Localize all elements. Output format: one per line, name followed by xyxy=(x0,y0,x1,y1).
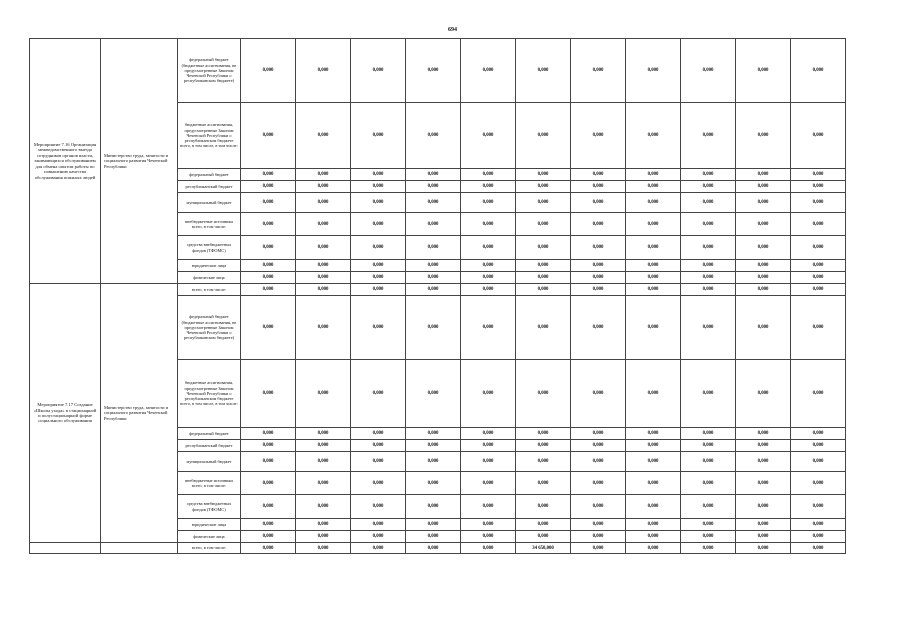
amount-cell: 0,000 xyxy=(296,440,351,452)
amount-cell: 0,000 xyxy=(681,193,736,213)
amount-cell: 0,000 xyxy=(736,284,791,296)
amount-cell: 0,000 xyxy=(406,103,461,169)
amount-cell: 0,000 xyxy=(626,236,681,260)
amount-cell: 0,000 xyxy=(461,39,516,103)
amount-cell: 0,000 xyxy=(571,39,626,103)
amount-cell: 0,000 xyxy=(516,428,571,440)
amount-cell: 0,000 xyxy=(241,543,296,554)
amount-cell: 0,000 xyxy=(736,495,791,519)
amount-cell: 0,000 xyxy=(351,260,406,272)
page-number: 694 xyxy=(448,27,457,33)
amount-cell: 0,000 xyxy=(736,360,791,428)
amount-cell: 0,000 xyxy=(351,296,406,360)
funding-source-cell: всего, в том числе: xyxy=(178,284,241,296)
amount-cell: 0,000 xyxy=(461,181,516,193)
amount-cell: 0,000 xyxy=(516,296,571,360)
amount-cell: 0,000 xyxy=(626,39,681,103)
amount-cell: 0,000 xyxy=(681,519,736,531)
amount-cell: 0,000 xyxy=(296,360,351,428)
amount-cell: 0,000 xyxy=(791,260,846,272)
amount-cell: 0,000 xyxy=(516,472,571,495)
amount-cell: 0,000 xyxy=(351,169,406,181)
amount-cell: 0,000 xyxy=(351,181,406,193)
amount-cell: 0,000 xyxy=(736,428,791,440)
amount-cell: 0,000 xyxy=(461,519,516,531)
amount-cell: 0,000 xyxy=(626,213,681,236)
amount-cell: 0,000 xyxy=(681,169,736,181)
amount-cell: 0,000 xyxy=(791,543,846,554)
amount-cell: 0,000 xyxy=(296,452,351,472)
amount-cell: 0,000 xyxy=(296,519,351,531)
amount-cell: 0,000 xyxy=(406,193,461,213)
amount-cell: 0,000 xyxy=(406,472,461,495)
funding-source-cell: внебюджетные источники всего, в том числе: xyxy=(178,213,241,236)
amount-cell: 0,000 xyxy=(296,236,351,260)
amount-cell: 0,000 xyxy=(516,495,571,519)
funding-source-cell: юридические лица xyxy=(178,260,241,272)
amount-cell: 0,000 xyxy=(296,543,351,554)
amount-cell: 0,000 xyxy=(736,519,791,531)
funding-source-cell: республиканский бюджет xyxy=(178,181,241,193)
amount-cell: 0,000 xyxy=(681,428,736,440)
amount-cell: 0,000 xyxy=(626,531,681,543)
amount-cell: 0,000 xyxy=(296,495,351,519)
amount-cell: 0,000 xyxy=(406,543,461,554)
amount-cell: 0,000 xyxy=(736,260,791,272)
amount-cell: 0,000 xyxy=(241,103,296,169)
funding-source-cell: федеральный бюджет (бюджетные ассигнования, не предусмотренные Законом Чеченской Республики о республиканском бюджете) xyxy=(178,39,241,103)
amount-cell: 0,000 xyxy=(626,181,681,193)
amount-cell: 0,000 xyxy=(461,543,516,554)
funding-source-cell: федеральный бюджет (бюджетные ассигнования, не предусмотренные Законом Чеченской Республики о республиканском бюджете) xyxy=(178,296,241,360)
amount-cell: 0,000 xyxy=(461,260,516,272)
amount-cell: 0,000 xyxy=(516,440,571,452)
amount-cell: 0,000 xyxy=(406,272,461,284)
amount-cell: 0,000 xyxy=(351,440,406,452)
amount-cell: 0,000 xyxy=(571,519,626,531)
funding-source-cell: физические лица xyxy=(178,272,241,284)
amount-cell: 0,000 xyxy=(626,103,681,169)
amount-cell: 0,000 xyxy=(241,519,296,531)
amount-cell: 0,000 xyxy=(516,260,571,272)
amount-cell: 0,000 xyxy=(241,272,296,284)
amount-cell: 0,000 xyxy=(406,495,461,519)
amount-cell: 0,000 xyxy=(461,360,516,428)
amount-cell: 0,000 xyxy=(296,272,351,284)
amount-cell: 0,000 xyxy=(461,213,516,236)
amount-cell: 0,000 xyxy=(461,472,516,495)
amount-cell: 0,000 xyxy=(571,428,626,440)
amount-cell: 0,000 xyxy=(681,272,736,284)
amount-cell: 0,000 xyxy=(241,181,296,193)
amount-cell: 0,000 xyxy=(351,428,406,440)
funding-source-cell: бюджетные ассигнования, предусмотренные Законом Чеченской Республики о республиканском бюджете всего, в том числе, в том числе: xyxy=(178,360,241,428)
amount-cell: 0,000 xyxy=(791,519,846,531)
amount-cell: 0,000 xyxy=(351,452,406,472)
amount-cell: 0,000 xyxy=(296,428,351,440)
table-row xyxy=(30,39,846,103)
amount-cell: 0,000 xyxy=(516,452,571,472)
amount-cell: 0,000 xyxy=(296,181,351,193)
amount-cell: 0,000 xyxy=(296,260,351,272)
amount-cell: 0,000 xyxy=(571,495,626,519)
amount-cell: 0,000 xyxy=(241,440,296,452)
funding-source-cell: бюджетные ассигнования, предусмотренные Законом Чеченской Республики о республиканском бюджете всего, в том числе, в том числе: xyxy=(178,103,241,169)
amount-cell: 0,000 xyxy=(736,236,791,260)
amount-cell: 0,000 xyxy=(241,260,296,272)
amount-cell: 0,000 xyxy=(461,440,516,452)
amount-cell: 0,000 xyxy=(736,181,791,193)
amount-cell: 0,000 xyxy=(516,213,571,236)
funding-source-cell: внебюджетные источники всего, в том числе: xyxy=(178,472,241,495)
amount-cell: 0,000 xyxy=(406,452,461,472)
amount-cell: 0,000 xyxy=(626,472,681,495)
amount-cell: 0,000 xyxy=(461,236,516,260)
amount-cell: 0,000 xyxy=(351,495,406,519)
amount-cell: 0,000 xyxy=(241,531,296,543)
amount-cell: 0,000 xyxy=(791,169,846,181)
amount-cell: 0,000 xyxy=(406,440,461,452)
amount-cell: 0,000 xyxy=(626,284,681,296)
amount-cell: 0,000 xyxy=(681,543,736,554)
amount-cell: 0,000 xyxy=(681,236,736,260)
amount-cell: 0,000 xyxy=(241,39,296,103)
amount-cell: 0,000 xyxy=(791,428,846,440)
amount-cell: 0,000 xyxy=(406,296,461,360)
amount-cell: 0,000 xyxy=(791,360,846,428)
amount-cell: 0,000 xyxy=(571,472,626,495)
amount-cell: 0,000 xyxy=(791,181,846,193)
amount-cell: 0,000 xyxy=(461,452,516,472)
amount-cell: 0,000 xyxy=(736,213,791,236)
amount-cell: 0,000 xyxy=(516,519,571,531)
amount-cell: 0,000 xyxy=(406,39,461,103)
amount-cell: 0,000 xyxy=(406,428,461,440)
funding-source-cell: муниципальный бюджет xyxy=(178,452,241,472)
amount-cell: 0,000 xyxy=(516,284,571,296)
amount-cell: 0,000 xyxy=(516,169,571,181)
amount-cell: 0,000 xyxy=(626,495,681,519)
amount-cell: 0,000 xyxy=(296,531,351,543)
amount-cell: 0,000 xyxy=(516,272,571,284)
amount-cell: 0,000 xyxy=(461,272,516,284)
amount-cell: 0,000 xyxy=(736,543,791,554)
amount-cell: 0,000 xyxy=(571,452,626,472)
amount-cell: 0,000 xyxy=(351,472,406,495)
amount-cell: 0,000 xyxy=(241,495,296,519)
amount-cell: 0,000 xyxy=(791,213,846,236)
amount-cell: 0,000 xyxy=(461,531,516,543)
amount-cell: 0,000 xyxy=(626,452,681,472)
amount-cell: 0,000 xyxy=(571,103,626,169)
amount-cell: 0,000 xyxy=(351,543,406,554)
amount-cell: 0,000 xyxy=(681,181,736,193)
amount-cell: 0,000 xyxy=(351,103,406,169)
amount-cell: 0,000 xyxy=(461,169,516,181)
amount-cell: 0,000 xyxy=(791,531,846,543)
amount-cell: 34 650,000 xyxy=(516,543,571,554)
amount-cell: 0,000 xyxy=(736,272,791,284)
amount-cell: 0,000 xyxy=(681,360,736,428)
amount-cell: 0,000 xyxy=(351,213,406,236)
amount-cell: 0,000 xyxy=(241,169,296,181)
amount-cell: 0,000 xyxy=(351,39,406,103)
amount-cell: 0,000 xyxy=(571,284,626,296)
executor-cell: Министерство труда, занятости и социального развития Чеченской Республики xyxy=(101,284,178,543)
amount-cell: 0,000 xyxy=(406,360,461,428)
amount-cell: 0,000 xyxy=(791,39,846,103)
amount-cell: 0,000 xyxy=(516,360,571,428)
amount-cell: 0,000 xyxy=(571,181,626,193)
amount-cell: 0,000 xyxy=(736,440,791,452)
amount-cell: 0,000 xyxy=(296,169,351,181)
amount-cell: 0,000 xyxy=(791,103,846,169)
amount-cell: 0,000 xyxy=(736,296,791,360)
amount-cell: 0,000 xyxy=(626,193,681,213)
amount-cell: 0,000 xyxy=(461,428,516,440)
amount-cell: 0,000 xyxy=(681,296,736,360)
amount-cell: 0,000 xyxy=(571,531,626,543)
amount-cell: 0,000 xyxy=(571,543,626,554)
amount-cell: 0,000 xyxy=(241,193,296,213)
activity-cell xyxy=(30,543,101,554)
amount-cell: 0,000 xyxy=(626,272,681,284)
amount-cell: 0,000 xyxy=(241,360,296,428)
amount-cell: 0,000 xyxy=(461,296,516,360)
amount-cell: 0,000 xyxy=(241,236,296,260)
amount-cell: 0,000 xyxy=(296,193,351,213)
amount-cell: 0,000 xyxy=(406,284,461,296)
amount-cell: 0,000 xyxy=(791,495,846,519)
amount-cell: 0,000 xyxy=(516,181,571,193)
amount-cell: 0,000 xyxy=(296,284,351,296)
amount-cell: 0,000 xyxy=(241,296,296,360)
amount-cell: 0,000 xyxy=(241,452,296,472)
budget-table xyxy=(29,38,846,554)
amount-cell: 0,000 xyxy=(736,103,791,169)
funding-source-cell: федеральный бюджет xyxy=(178,428,241,440)
amount-cell: 0,000 xyxy=(516,236,571,260)
amount-cell: 0,000 xyxy=(626,440,681,452)
amount-cell: 0,000 xyxy=(736,472,791,495)
table-row xyxy=(30,284,846,296)
executor-cell xyxy=(101,543,178,554)
amount-cell: 0,000 xyxy=(571,440,626,452)
activity-cell: Мероприятие 7.16 Организация межведомственного выезда сотрудников органов власти, занимающихся обслуживанием для обмена опытом работы по повышению качества обслуживания пожилых людей xyxy=(30,39,101,284)
amount-cell: 0,000 xyxy=(571,236,626,260)
amount-cell: 0,000 xyxy=(571,169,626,181)
amount-cell: 0,000 xyxy=(791,452,846,472)
amount-cell: 0,000 xyxy=(681,213,736,236)
amount-cell: 0,000 xyxy=(626,296,681,360)
amount-cell: 0,000 xyxy=(791,472,846,495)
amount-cell: 0,000 xyxy=(681,495,736,519)
amount-cell: 0,000 xyxy=(736,169,791,181)
amount-cell: 0,000 xyxy=(791,236,846,260)
amount-cell: 0,000 xyxy=(406,519,461,531)
amount-cell: 0,000 xyxy=(351,193,406,213)
amount-cell: 0,000 xyxy=(791,193,846,213)
amount-cell: 0,000 xyxy=(406,181,461,193)
amount-cell: 0,000 xyxy=(681,452,736,472)
amount-cell: 0,000 xyxy=(296,213,351,236)
amount-cell: 0,000 xyxy=(406,531,461,543)
amount-cell: 0,000 xyxy=(736,193,791,213)
executor-cell: Министерство труда, занятости и социального развития Чеченской Республики xyxy=(101,39,178,284)
amount-cell: 0,000 xyxy=(461,103,516,169)
amount-cell: 0,000 xyxy=(681,103,736,169)
amount-cell: 0,000 xyxy=(681,39,736,103)
amount-cell: 0,000 xyxy=(791,440,846,452)
amount-cell: 0,000 xyxy=(461,495,516,519)
funding-source-cell: муниципальный бюджет xyxy=(178,193,241,213)
activity-cell: Мероприятие 7.17 Создание «Школы ухода» в стационарной и полустационарной форме социального обслуживания xyxy=(30,284,101,543)
amount-cell: 0,000 xyxy=(351,519,406,531)
amount-cell: 0,000 xyxy=(626,360,681,428)
amount-cell: 0,000 xyxy=(406,260,461,272)
amount-cell: 0,000 xyxy=(241,213,296,236)
amount-cell: 0,000 xyxy=(351,360,406,428)
amount-cell: 0,000 xyxy=(791,296,846,360)
amount-cell: 0,000 xyxy=(736,452,791,472)
amount-cell: 0,000 xyxy=(351,236,406,260)
amount-cell: 0,000 xyxy=(461,284,516,296)
funding-source-cell: республиканский бюджет xyxy=(178,440,241,452)
funding-source-cell: всего, в том числе: xyxy=(178,543,241,554)
amount-cell: 0,000 xyxy=(626,260,681,272)
amount-cell: 0,000 xyxy=(461,193,516,213)
amount-cell: 0,000 xyxy=(571,296,626,360)
amount-cell: 0,000 xyxy=(571,213,626,236)
amount-cell: 0,000 xyxy=(626,169,681,181)
amount-cell: 0,000 xyxy=(406,213,461,236)
amount-cell: 0,000 xyxy=(516,531,571,543)
amount-cell: 0,000 xyxy=(296,296,351,360)
funding-source-cell: юридические лица xyxy=(178,519,241,531)
amount-cell: 0,000 xyxy=(736,39,791,103)
table-row xyxy=(30,543,846,554)
amount-cell: 0,000 xyxy=(681,284,736,296)
amount-cell: 0,000 xyxy=(406,236,461,260)
amount-cell: 0,000 xyxy=(241,284,296,296)
funding-source-cell: средства внебюджетных фондов (ТФОМС) xyxy=(178,236,241,260)
amount-cell: 0,000 xyxy=(296,39,351,103)
amount-cell: 0,000 xyxy=(571,260,626,272)
amount-cell: 0,000 xyxy=(626,543,681,554)
amount-cell: 0,000 xyxy=(681,531,736,543)
amount-cell: 0,000 xyxy=(626,519,681,531)
amount-cell: 0,000 xyxy=(791,272,846,284)
amount-cell: 0,000 xyxy=(296,103,351,169)
amount-cell: 0,000 xyxy=(241,428,296,440)
amount-cell: 0,000 xyxy=(571,193,626,213)
amount-cell: 0,000 xyxy=(791,284,846,296)
amount-cell: 0,000 xyxy=(406,169,461,181)
amount-cell: 0,000 xyxy=(351,531,406,543)
funding-source-cell: физические лица xyxy=(178,531,241,543)
amount-cell: 0,000 xyxy=(351,272,406,284)
amount-cell: 0,000 xyxy=(241,472,296,495)
funding-source-cell: средства внебюджетных фондов (ТФОМС) xyxy=(178,495,241,519)
funding-source-cell: федеральный бюджет xyxy=(178,169,241,181)
amount-cell: 0,000 xyxy=(516,39,571,103)
amount-cell: 0,000 xyxy=(736,531,791,543)
amount-cell: 0,000 xyxy=(351,284,406,296)
amount-cell: 0,000 xyxy=(571,272,626,284)
amount-cell: 0,000 xyxy=(681,260,736,272)
amount-cell: 0,000 xyxy=(516,103,571,169)
amount-cell: 0,000 xyxy=(296,472,351,495)
amount-cell: 0,000 xyxy=(626,428,681,440)
amount-cell: 0,000 xyxy=(571,360,626,428)
amount-cell: 0,000 xyxy=(516,193,571,213)
amount-cell: 0,000 xyxy=(681,472,736,495)
amount-cell: 0,000 xyxy=(681,440,736,452)
